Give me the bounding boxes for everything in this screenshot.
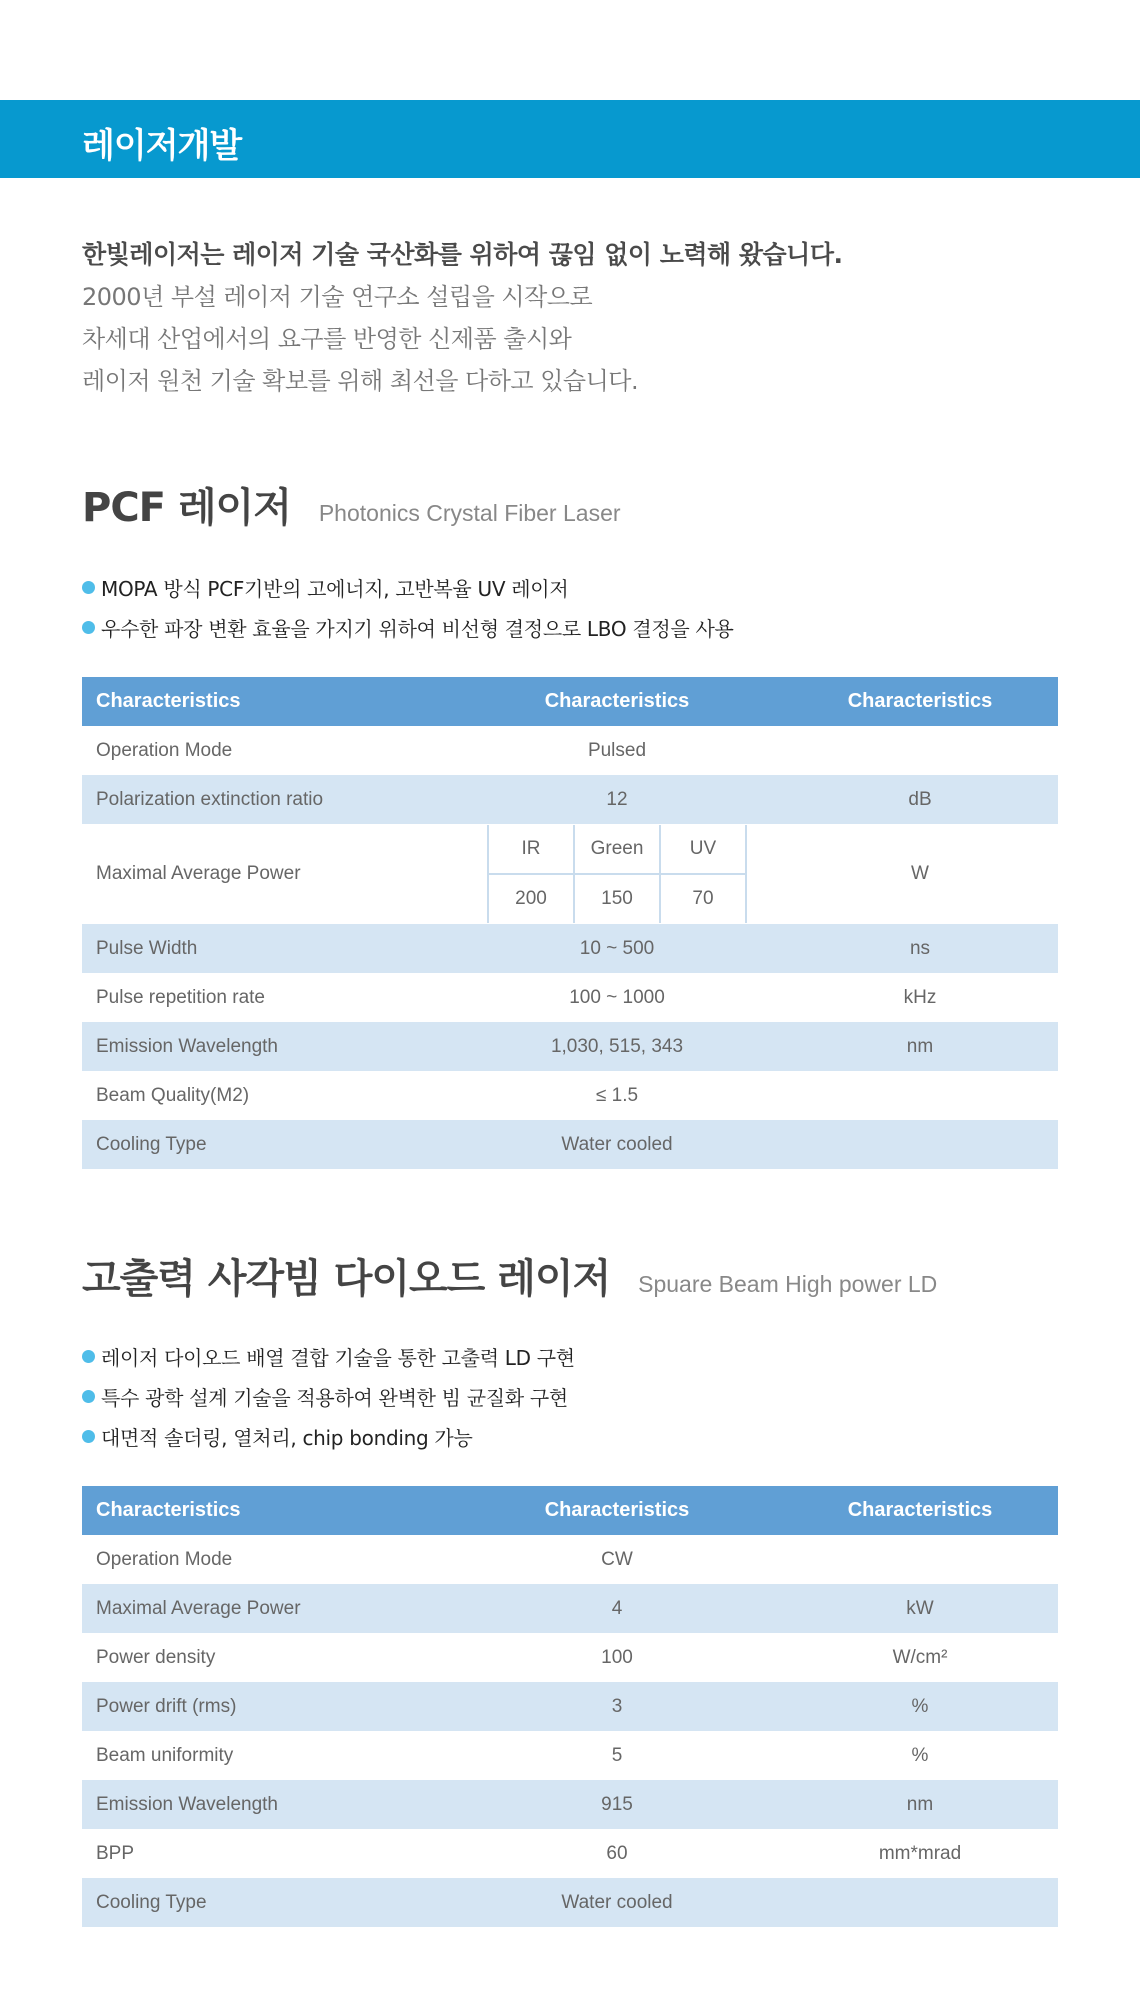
column-header: Characteristics [452,1486,782,1535]
power-subtable-cell [452,824,782,924]
feature-text: MOPA 방식 PCF기반의 고에너지, 고반복율 UV 레이저 [101,576,569,601]
table-header-row [82,677,1058,726]
intro-lead: 한빛레이저는 레이저 기술 국산화를 위하여 끊임 없이 노력해 왔습니다. [82,240,843,269]
feature-text: 레이저 다이오드 배열 결합 기술을 통한 고출력 LD 구현 [101,1345,575,1370]
spec-unit: kW [782,1584,1058,1633]
subtable-header: IR [488,825,574,874]
table-row [82,1071,1058,1120]
spec-value: 100 [601,1646,633,1668]
spec-unit: ns [782,924,1058,973]
list-item [82,567,734,607]
feature-text: 대면적 솔더링, 열처리, chip bonding 가능 [101,1425,473,1450]
spec-name: Power density [96,1646,216,1668]
pcf-spec-table [82,677,1058,1169]
spec-name: Operation Mode [96,739,233,761]
spec-unit [782,1878,1058,1927]
spec-unit: W/cm² [892,1646,948,1668]
subtable-value: 200 [488,874,574,923]
spec-value: 4 [452,1584,782,1633]
table-row [82,775,1058,824]
spec-unit: nm [782,1780,1058,1829]
pcf-section-subtitle: Photonics Crystal Fiber Laser [318,500,621,526]
ld-spec-table [82,1486,1058,1927]
intro-line: 레이저 원천 기술 확보를 위해 최선을 다하고 있습니다. [82,367,639,395]
feature-text: 특수 광학 설계 기술을 적용하여 완벽한 빔 균질화 구현 [101,1385,568,1410]
table-row [82,924,1058,973]
spec-name: Pulse repetition rate [96,986,265,1008]
table-row [82,1535,1058,1584]
pcf-feature-list [82,567,734,647]
spec-unit: nm [782,1022,1058,1071]
table-row [82,824,1058,924]
spec-name: Beam Quality(M2) [96,1084,250,1106]
list-item [82,1376,575,1416]
spec-name: Cooling Type [82,1878,452,1927]
spec-unit: % [911,1744,929,1766]
table-row [82,726,1058,775]
list-item [82,1416,575,1456]
spec-unit: W [911,863,929,884]
pcf-section-title: PCF 레이저 [82,485,291,531]
bullet-dot-icon [82,581,95,594]
table-header-row [82,1486,1058,1535]
column-header: Characteristics [782,677,1058,726]
bullet-dot-icon [82,1390,95,1403]
spec-unit: kHz [903,986,937,1008]
subtable-header: UV [660,825,746,874]
spec-name: BPP [96,1842,135,1864]
table-row [82,1120,1058,1169]
list-item [82,1336,575,1376]
spec-name: Power drift (rms) [82,1682,452,1731]
subtable-value: 150 [574,874,660,923]
table-row [82,1022,1058,1071]
intro-text [82,234,1062,402]
spec-unit [782,1071,1058,1120]
spec-value: 10 ~ 500 [452,924,782,973]
intro-line: 2000년 부설 레이저 기술 연구소 설립을 시작으로 [82,283,593,311]
bullet-dot-icon [82,621,95,634]
spec-name: Pulse Width [82,924,452,973]
ld-section-subtitle: Spuare Beam High power LD [638,1271,938,1297]
spec-name: Polarization extinction ratio [82,775,452,824]
subtable-value: 70 [660,874,746,923]
table-row [82,1780,1058,1829]
spec-unit [782,1535,1058,1584]
spec-value: CW [601,1548,633,1570]
ld-section-title: 고출력 사각빔 다이오드 레이저 [82,1256,611,1302]
power-subtable [487,825,747,923]
spec-name: Maximal Average Power [96,863,301,884]
column-header: Characteristics [452,677,782,726]
bullet-dot-icon [82,1430,95,1443]
spec-unit: dB [782,775,1058,824]
feature-text: 우수한 파장 변환 효율을 가지기 위하여 비선형 결정으로 LBO 결정을 사용 [101,616,734,641]
page-title: 레이저개발 [82,126,242,166]
column-header: Characteristics [82,1486,452,1535]
spec-unit [782,726,1058,775]
column-header: Characteristics [82,677,452,726]
spec-value: 100 ~ 1000 [569,986,665,1008]
spec-value: 5 [611,1744,623,1766]
subtable-header: Green [574,825,660,874]
spec-name: Beam uniformity [96,1744,234,1766]
bullet-dot-icon [82,1350,95,1363]
column-header: Characteristics [782,1486,1058,1535]
spec-unit: mm*mrad [878,1842,962,1864]
spec-value: Water cooled [452,1120,782,1169]
spec-name: Maximal Average Power [82,1584,452,1633]
spec-name: Operation Mode [96,1548,233,1570]
intro-line: 차세대 산업에서의 요구를 반영한 신제품 출시와 [82,325,572,353]
spec-value: 1,030, 515, 343 [452,1022,782,1071]
ld-section-heading [82,1247,937,1304]
ld-feature-list [82,1336,575,1456]
table-row [82,1829,1058,1878]
spec-value: 12 [452,775,782,824]
spec-value: ≤ 1.5 [595,1084,639,1106]
spec-name: Emission Wavelength [82,1022,452,1071]
list-item [82,607,734,647]
pcf-section-heading [82,476,621,533]
table-row [82,1878,1058,1927]
table-row [82,1584,1058,1633]
table-row [82,1731,1058,1780]
spec-unit: % [782,1682,1058,1731]
spec-name: Cooling Type [82,1120,452,1169]
spec-value: 3 [452,1682,782,1731]
table-row [82,1682,1058,1731]
spec-name: Emission Wavelength [82,1780,452,1829]
table-row [82,1633,1058,1682]
spec-value: 60 [606,1842,628,1864]
table-row [82,973,1058,1022]
spec-value: 915 [452,1780,782,1829]
spec-value: Pulsed [587,739,647,761]
spec-value: Water cooled [452,1878,782,1927]
spec-unit [782,1120,1058,1169]
page-banner [0,100,1140,178]
